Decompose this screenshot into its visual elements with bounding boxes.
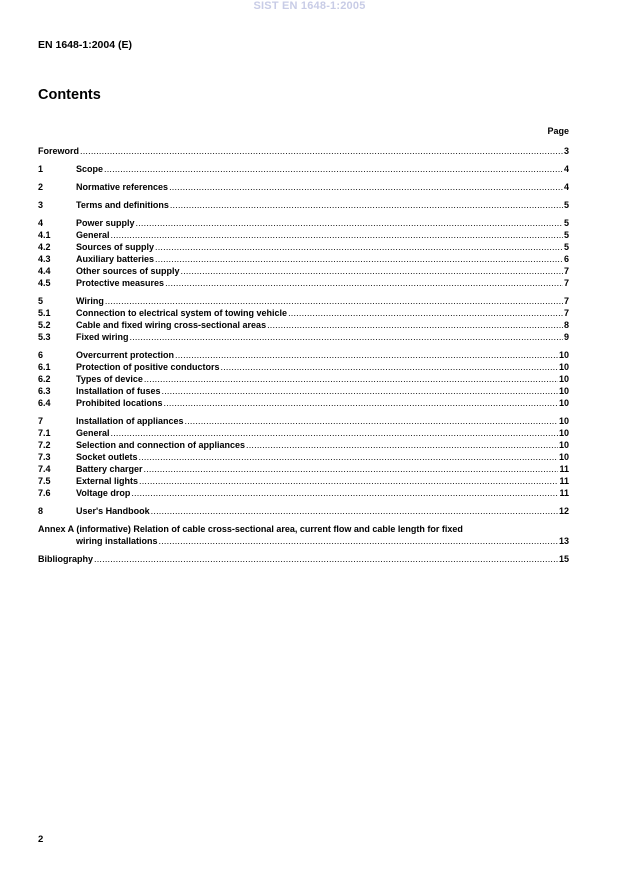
toc-entry-page: 7 (563, 308, 569, 318)
toc-entry-page: 5 (563, 230, 569, 240)
toc-entry-page: 9 (563, 332, 569, 342)
toc-entry-page: 10 (558, 386, 569, 396)
toc-entry-number: 5.3 (38, 332, 51, 342)
toc-entry-number: 1 (38, 164, 44, 174)
toc-entry-number: 5.1 (38, 308, 51, 318)
toc-entry-title: Socket outlets (76, 452, 138, 462)
toc-entry-page: 4 (563, 164, 569, 174)
toc-entry-4-5[interactable] (38, 277, 569, 289)
dot-leader (170, 199, 563, 211)
toc-entry-page: 7 (563, 296, 569, 306)
toc-entry-4-3[interactable] (38, 253, 569, 265)
toc-entry-8[interactable] (38, 505, 569, 517)
toc-entry-page: 10 (558, 452, 569, 462)
toc-entry-number: 7.2 (38, 440, 51, 450)
toc-entry-6[interactable] (38, 349, 569, 361)
toc-entry-page: 5 (563, 242, 569, 252)
toc-entry-number: 3 (38, 200, 44, 210)
dot-leader (144, 463, 559, 475)
toc-entry-annex-a[interactable] (38, 523, 569, 547)
toc-entry-page: 5 (563, 200, 569, 210)
dot-leader (185, 415, 558, 427)
toc-entry-number: 4 (38, 218, 44, 228)
dot-leader (169, 181, 563, 193)
toc-entry-title: Foreword (38, 146, 80, 156)
toc-entry-title: General (76, 230, 110, 240)
toc-entry-page: 6 (563, 254, 569, 264)
toc-entry-4-1[interactable] (38, 229, 569, 241)
toc-entry-title: Protection of positive conductors (76, 362, 220, 372)
dot-leader (151, 505, 558, 517)
toc-entry-title: Voltage drop (76, 488, 131, 498)
dot-leader (130, 331, 563, 343)
toc-entry-3[interactable] (38, 199, 569, 211)
dot-leader (111, 229, 563, 241)
dot-leader (246, 439, 558, 451)
toc-entry-title: External lights (76, 476, 139, 486)
dot-leader (155, 241, 563, 253)
watermark: SIST EN 1648-1:2005 (253, 0, 366, 12)
toc-entry-number: 2 (38, 182, 44, 192)
toc-entry-number: 4.5 (38, 278, 51, 288)
annex-title-line-1: Annex A (informative) Relation of cable cross-sectional area, current flow and cable length for fixed (38, 524, 463, 534)
dot-leader (111, 427, 558, 439)
dot-leader (139, 451, 558, 463)
toc-entry-number: 6 (38, 350, 44, 360)
toc-entry-1[interactable] (38, 163, 569, 175)
toc-entry-6-1[interactable] (38, 361, 569, 373)
dot-leader (80, 145, 563, 157)
dot-leader (155, 253, 563, 265)
toc-entry-page: 10 (558, 362, 569, 372)
toc-entry-title: Cable and fixed wiring cross-sectional areas (76, 320, 267, 330)
toc-entry-title: Overcurrent protection (76, 350, 175, 360)
toc-entry-number: 6.1 (38, 362, 51, 372)
toc-entry-title: Wiring (76, 296, 104, 306)
toc-entry-number: 4.1 (38, 230, 51, 240)
dot-leader (94, 553, 558, 565)
toc-entry-number: 6.4 (38, 398, 51, 408)
toc-entry-title: Installation of fuses (76, 386, 161, 396)
toc-entry-page: 11 (559, 488, 569, 498)
toc-entry-number: 8 (38, 506, 44, 516)
toc-entry-number: 5.2 (38, 320, 51, 330)
toc-entry-bibliography[interactable] (38, 553, 569, 565)
toc-entry-7-4[interactable] (38, 463, 569, 475)
dot-leader (221, 361, 558, 373)
toc-entry-number: 7.6 (38, 488, 51, 498)
toc-entry-page: 15 (558, 554, 569, 564)
toc-entry-page: 13 (558, 536, 569, 546)
toc-entry-page: 10 (558, 440, 569, 450)
toc-entry-number: 4.2 (38, 242, 51, 252)
toc-entry-title: Connection to electrical system of towing vehicle (76, 308, 288, 318)
toc-entry-number: 7.5 (38, 476, 51, 486)
toc-entry-page: 7 (563, 278, 569, 288)
toc-entry-page: 10 (558, 416, 569, 426)
toc-entry-title: Fixed wiring (76, 332, 129, 342)
table-of-contents (38, 145, 569, 565)
dot-leader (144, 373, 558, 385)
dot-leader (104, 163, 563, 175)
dot-leader (164, 397, 558, 409)
toc-entry-title: Sources of supply (76, 242, 155, 252)
toc-entry-number: 5 (38, 296, 44, 306)
toc-entry-4-2[interactable] (38, 241, 569, 253)
toc-entry-7-2[interactable] (38, 439, 569, 451)
toc-entry-number: 7.1 (38, 428, 51, 438)
toc-entry-title: User's Handbook (76, 506, 150, 516)
dot-leader (288, 307, 563, 319)
toc-entry-number: 6.2 (38, 374, 51, 384)
toc-entry-title: Power supply (76, 218, 135, 228)
toc-entry-title: General (76, 428, 110, 438)
toc-entry-4-4[interactable] (38, 265, 569, 277)
dot-leader (159, 535, 558, 547)
toc-entry-6-4[interactable] (38, 397, 569, 409)
toc-entry-page: 11 (559, 464, 569, 474)
toc-entry-6-3[interactable] (38, 385, 569, 397)
toc-entry-5-2[interactable] (38, 319, 569, 331)
dot-leader (136, 217, 563, 229)
toc-entry-title: Auxiliary batteries (76, 254, 155, 264)
toc-entry-title: Normative references (76, 182, 169, 192)
document-reference: EN 1648-1:2004 (E) (38, 39, 132, 51)
toc-entry-page: 8 (563, 320, 569, 330)
toc-entry-title: Selection and connection of appliances (76, 440, 246, 450)
page-column-header: Page (547, 126, 569, 136)
toc-entry-7-3[interactable] (38, 451, 569, 463)
toc-entry-page: 12 (558, 506, 569, 516)
dot-leader (165, 277, 563, 289)
page-number: 2 (38, 834, 44, 845)
toc-entry-5[interactable] (38, 295, 569, 307)
toc-entry-number: 7 (38, 416, 44, 426)
toc-entry-page: 11 (559, 476, 569, 486)
dot-leader (162, 385, 558, 397)
toc-entry-page: 5 (563, 218, 569, 228)
toc-entry-page: 10 (558, 428, 569, 438)
toc-entry-7-1[interactable] (38, 427, 569, 439)
toc-entry-5-3[interactable] (38, 331, 569, 343)
toc-entry-title: Protective measures (76, 278, 165, 288)
toc-entry-title: Other sources of supply (76, 266, 180, 276)
dot-leader (139, 475, 558, 487)
toc-entry-title: Types of device (76, 374, 143, 384)
toc-entry-6-2[interactable] (38, 373, 569, 385)
toc-entry-foreword[interactable] (38, 145, 569, 157)
toc-entry-page: 10 (558, 350, 569, 360)
toc-entry-4[interactable] (38, 217, 569, 229)
dot-leader (181, 265, 563, 277)
toc-entry-title: Scope (76, 164, 104, 174)
dot-leader (131, 487, 558, 499)
toc-entry-title: Installation of appliances (76, 416, 184, 426)
dot-leader (175, 349, 558, 361)
toc-entry-page: 3 (563, 146, 569, 156)
toc-entry-7-6[interactable] (38, 487, 569, 499)
toc-entry-5-1[interactable] (38, 307, 569, 319)
toc-entry-number: 4.4 (38, 266, 51, 276)
toc-entry-number: 4.3 (38, 254, 51, 264)
toc-entry-title: Terms and definitions (76, 200, 169, 210)
toc-entry-7[interactable] (38, 415, 569, 427)
toc-entry-title: Battery charger (76, 464, 143, 474)
toc-entry-7-5[interactable] (38, 475, 569, 487)
toc-entry-page: 10 (558, 374, 569, 384)
annex-title-line-2: wiring installations (76, 536, 158, 546)
toc-entry-title: Bibliography (38, 554, 94, 564)
toc-entry-2[interactable] (38, 181, 569, 193)
toc-entry-number: 6.3 (38, 386, 51, 396)
toc-entry-number: 7.4 (38, 464, 51, 474)
dot-leader (267, 319, 563, 331)
toc-entry-page: 7 (563, 266, 569, 276)
toc-entry-page: 10 (558, 398, 569, 408)
toc-entry-number: 7.3 (38, 452, 51, 462)
toc-entry-page: 4 (563, 182, 569, 192)
dot-leader (105, 295, 563, 307)
toc-entry-title: Prohibited locations (76, 398, 163, 408)
page-title: Contents (38, 87, 101, 103)
